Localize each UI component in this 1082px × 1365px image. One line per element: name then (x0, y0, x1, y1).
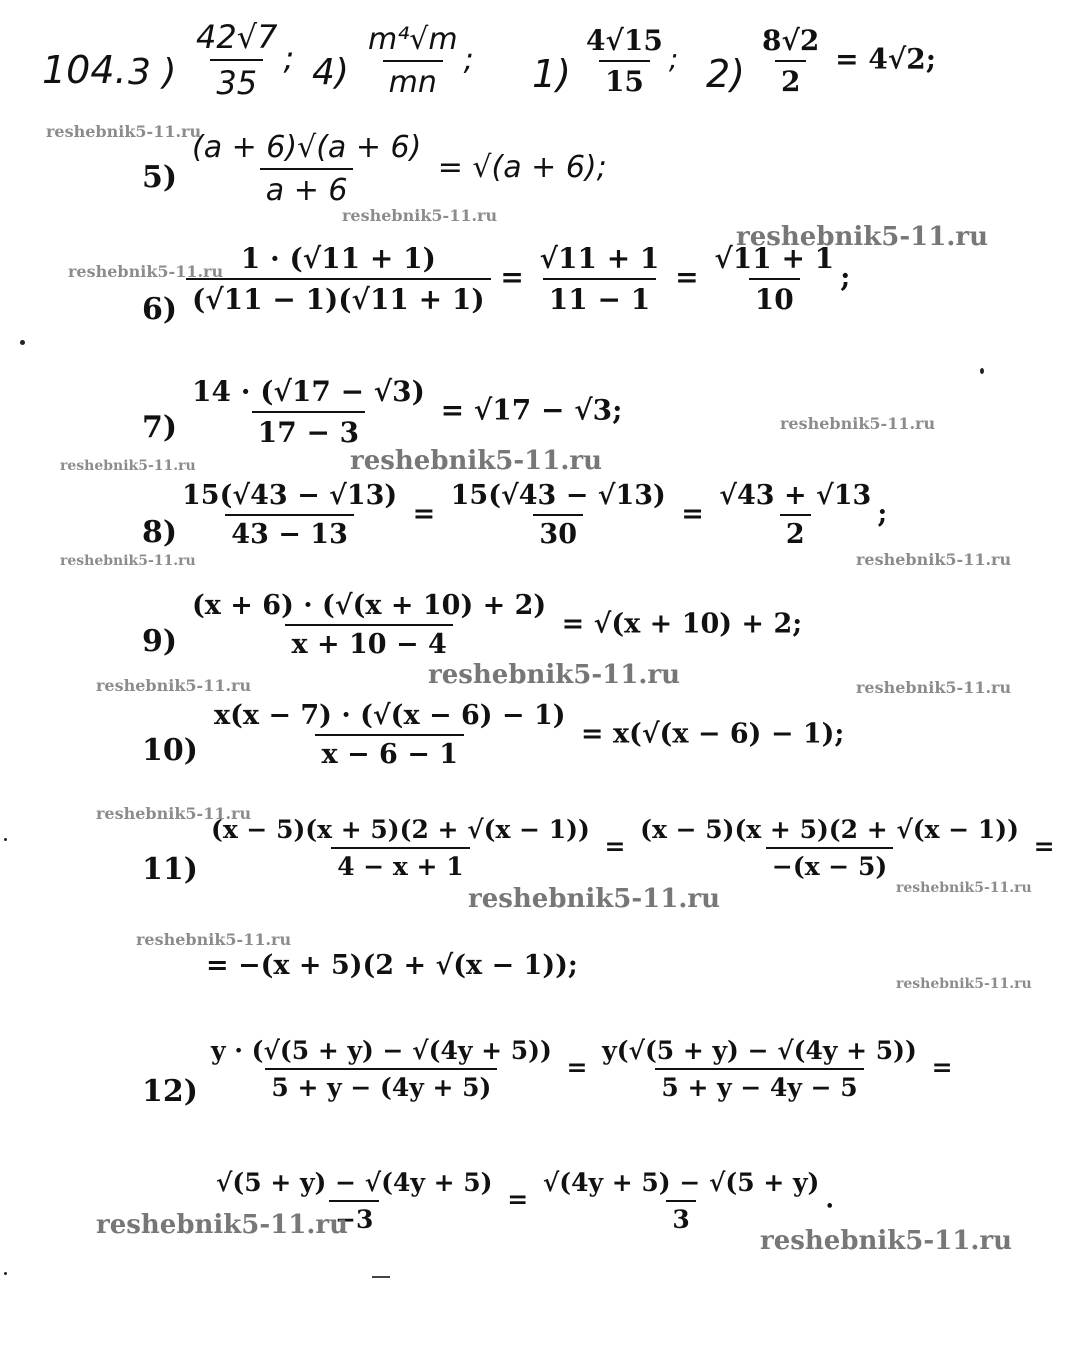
line-8-numerator-1: 15(√43 − √13) (182, 480, 398, 511)
watermark: reshebnik5-11.ru (760, 1226, 1013, 1256)
line-11-continuation: = −(x + 5)(2 + √(x − 1)); (206, 950, 578, 981)
line-9-expression (186, 590, 802, 660)
line-11-tail: = (1033, 831, 1055, 861)
item-4-numerator: m⁴√m (368, 22, 458, 57)
line-11-denominator-2: −(x − 5) (766, 847, 893, 881)
line-11-label: 11) (142, 852, 198, 887)
line-11-denominator-1: 4 − x + 1 (331, 847, 469, 881)
item-4-label: 4) (312, 52, 349, 93)
watermark: reshebnik5-11.ru (60, 458, 196, 474)
item-3-fraction (190, 18, 294, 102)
line-10-expression (208, 700, 844, 770)
line-5-numerator: (a + 6)√(a + 6) (192, 130, 422, 165)
line-8-numerator-3: √43 + √13 (719, 480, 872, 511)
item-1-tail: ; (668, 42, 679, 76)
line-8-numerator-2: 15(√43 − √13) (450, 480, 666, 511)
line-9-label: 9) (142, 624, 178, 659)
line-8-denominator-1: 43 − 13 (225, 514, 354, 550)
item-3-label: 3 ) (128, 52, 177, 93)
watermark: reshebnik5-11.ru (428, 660, 681, 690)
line-7-label: 7) (142, 410, 178, 445)
line-12-numerator-1: y · (√(5 + y) − √(4y + 5)) (211, 1036, 552, 1065)
line-8-label: 8) (142, 515, 178, 550)
item-1-label: 1) (532, 52, 572, 96)
line-12-label: 12) (142, 1074, 198, 1109)
line-12-tail: . (825, 1184, 835, 1214)
item-1-denominator: 15 (599, 60, 650, 98)
item-4-tail: ; (463, 42, 474, 78)
problem-number: 104. (42, 48, 127, 92)
scan-speck (20, 340, 25, 345)
line-12-denominator-4: 3 (666, 1200, 695, 1234)
watermark: reshebnik5-11.ru (896, 880, 1032, 896)
line-10-label: 10) (142, 733, 198, 768)
line-6-numerator-3: √11 + 1 (714, 242, 835, 275)
item-3-denominator: 35 (210, 59, 263, 102)
line-12-numerator-3: √(5 + y) − √(4y + 5) (216, 1168, 493, 1197)
line-12-expression (205, 1036, 953, 1102)
line-8-equals-2: = (681, 498, 704, 530)
watermark: reshebnik5-11.ru (46, 122, 202, 141)
line-11-numerator-2: (x − 5)(x + 5)(2 + √(x − 1)) (640, 815, 1019, 844)
watermark: reshebnik5-11.ru (896, 976, 1032, 992)
line-8-denominator-2: 30 (533, 514, 583, 550)
line-5-expression (186, 130, 607, 208)
line-12-tail: = (931, 1052, 953, 1082)
line-6-numerator-2: √11 + 1 (539, 242, 660, 275)
line-12-equals-2: = (507, 1184, 529, 1214)
line-5-label: 5) (142, 160, 178, 195)
line-7-numerator: 14 · (√17 − √3) (192, 375, 425, 408)
line-10-numerator: x(x − 7) · (√(x − 6) − 1) (214, 700, 566, 731)
line-12-denominator-1: 5 + y − (4y + 5) (265, 1068, 497, 1102)
line-7-denominator: 17 − 3 (252, 411, 365, 449)
line-9-tail: = √(x + 10) + 2; (561, 608, 803, 640)
item-3-numerator: 42√7 (196, 18, 278, 56)
line-6-denominator-2: 11 − 1 (543, 278, 656, 316)
line-8-equals-1: = (412, 498, 436, 530)
scan-speck (980, 368, 984, 374)
item-1-fraction (580, 24, 678, 98)
watermark: reshebnik5-11.ru (736, 222, 989, 252)
item-2-fraction (756, 24, 936, 98)
line-8-tail: ; (877, 498, 888, 530)
item-2-tail: = 4√2; (835, 42, 937, 76)
watermark: reshebnik5-11.ru (96, 676, 252, 695)
line-11-expression (205, 815, 1055, 881)
watermark: reshebnik5-11.ru (68, 262, 224, 281)
line-7-expression (186, 375, 622, 449)
line-12-equals-1: = (566, 1052, 588, 1082)
item-2-denominator: 2 (775, 60, 806, 98)
scan-speck (372, 1276, 390, 1278)
scan-speck (4, 838, 7, 841)
watermark: reshebnik5-11.ru (350, 446, 603, 476)
line-6-numerator-1: 1 · (√11 + 1) (240, 242, 436, 275)
watermark: reshebnik5-11.ru (60, 553, 196, 569)
line-12-numerator-4: √(4y + 5) − √(5 + y) (542, 1168, 820, 1197)
line-12-denominator-2: 5 + y − 4y − 5 (655, 1068, 863, 1102)
line-11-numerator-1: (x − 5)(x + 5)(2 + √(x − 1)) (211, 815, 590, 844)
line-11-equals-1: = (604, 831, 626, 861)
line-6-expression (186, 242, 851, 316)
item-4-denominator: mn (383, 60, 443, 100)
watermark: reshebnik5-11.ru (468, 884, 721, 914)
item-2-numerator: 8√2 (762, 24, 820, 57)
line-5-tail: = √(a + 6); (437, 150, 607, 185)
watermark: reshebnik5-11.ru (96, 804, 252, 823)
item-4-fraction (362, 22, 474, 100)
watermark: reshebnik5-11.ru (96, 1210, 349, 1240)
line-10-denominator: x − 6 − 1 (315, 734, 464, 770)
line-12-denominator-3: −3 (329, 1200, 379, 1234)
line-12-numerator-2: y(√(5 + y) − √(4y + 5)) (602, 1036, 917, 1065)
line-6-equals-2: = (675, 260, 699, 294)
line-6-equals-1: = (500, 260, 524, 294)
line-9-numerator: (x + 6) · (√(x + 10) + 2) (192, 590, 547, 621)
watermark: reshebnik5-11.ru (342, 206, 498, 225)
watermark: reshebnik5-11.ru (136, 930, 292, 949)
item-2-label: 2) (706, 52, 746, 96)
line-5-denominator: a + 6 (260, 168, 354, 208)
scan-speck (4, 1272, 7, 1275)
line-8-denominator-3: 2 (780, 514, 811, 550)
line-6-label: 6) (142, 292, 178, 327)
watermark: reshebnik5-11.ru (856, 550, 1012, 569)
line-6-tail: ; (840, 260, 851, 294)
line-6-denominator-3: 10 (749, 278, 800, 316)
line-10-tail: = x(√(x − 6) − 1); (580, 718, 845, 750)
line-8-expression (176, 480, 887, 550)
item-3-tail: ; (283, 39, 295, 77)
watermark: reshebnik5-11.ru (856, 678, 1012, 697)
line-9-denominator: x + 10 − 4 (285, 624, 452, 660)
watermark: reshebnik5-11.ru (780, 414, 936, 433)
line-7-tail: = √17 − √3; (440, 393, 623, 427)
item-1-numerator: 4√15 (586, 24, 663, 57)
line-6-denominator-1: (√11 − 1)(√11 + 1) (186, 278, 491, 316)
